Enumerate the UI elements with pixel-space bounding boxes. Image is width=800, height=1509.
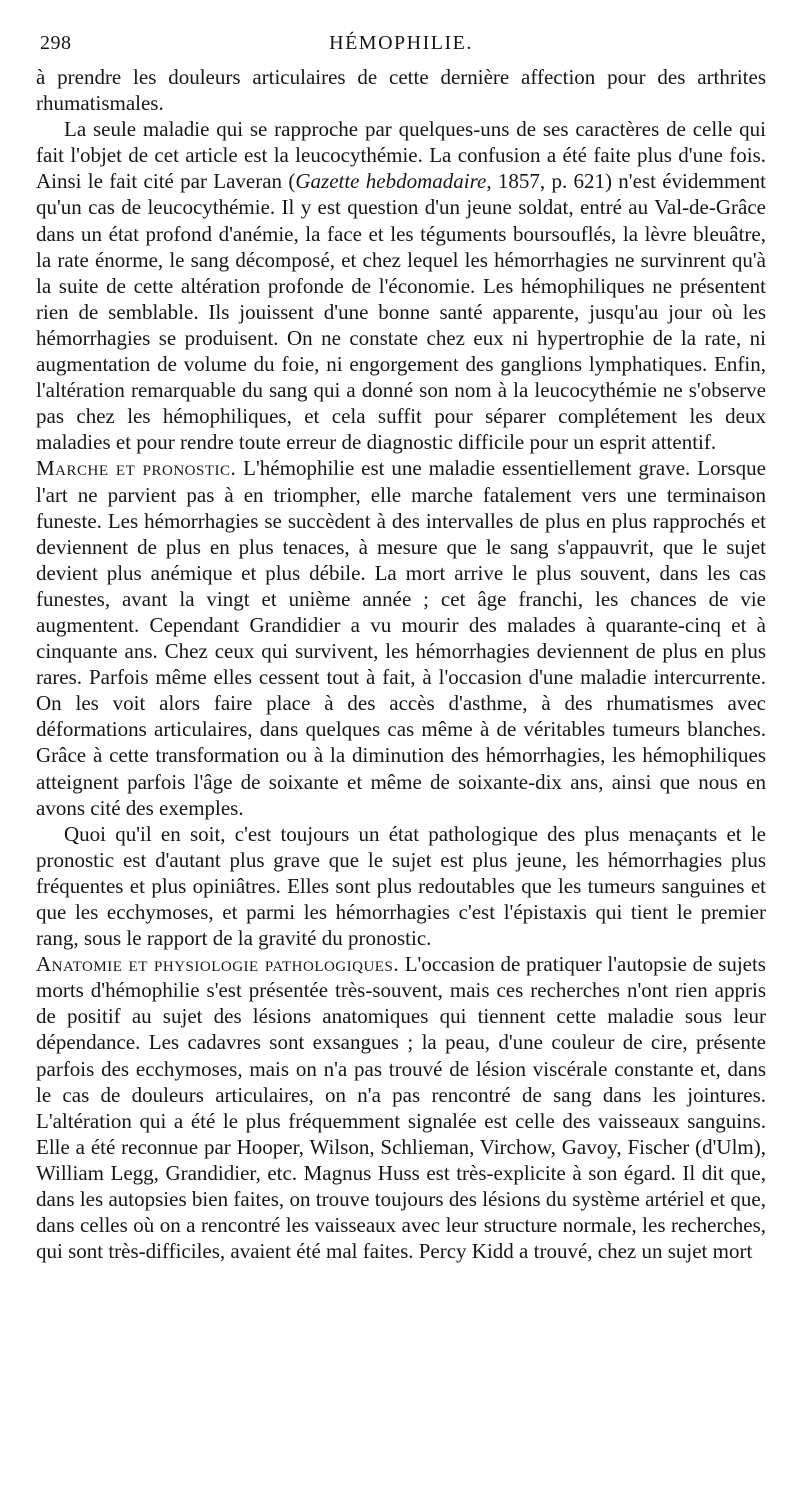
book-page	[36, 28, 766, 1264]
section-heading: Marche et pronostic.	[36, 456, 237, 481]
running-head	[36, 28, 766, 64]
paragraph-leucocythemie	[36, 116, 766, 455]
paragraph-marche-pronostic	[36, 455, 766, 820]
paragraph-text: L'hémophilie est une maladie essentiellement grave. Lorsque l'art ne parvient pas à en triompher, elle marche fatalement vers une terminaison funeste. Les hémorrhagies se succèdent à des intervalles de plus en plus rapprochés et deviennent de plus en plus tenaces, à mesure que le sang s'appauvrit, que le sujet devient plus anémique et plus débile. La mort arrive le plus souvent, dans les cas funestes, avant la vingt et unième année ; cet âge franchi, les chances de vie augmentent. Cependant Grandidier a vu mourir des malades à quarante-cinq et à cinquante ans. Chez ceux qui survivent, les hémorrhagies deviennent de plus en plus rares. Parfois même elles cessent tout à fait, à l'occasion d'une maladie intercurrente. On les voit alors faire place à des accès d'asthme, à des rhumatismes avec déformations articulaires, dans quelques cas même à de véritables tumeurs blanches. Grâce à cette transformation ou à la diminution des hémorrhagies, les hémophiliques atteignent parfois l'âge de soixante et même de soixante-dix ans, ainsi que nous en avons cité des exemples.	[36, 456, 767, 820]
paragraph-text: , 1857, p. 621) n'est évidemment qu'un cas de leucocythémie. Il y est question d'un jeune soldat, entré au Val-de-Grâce dans un état profond d'anémie, la face et les téguments boursouflés, la lèvre bleuâtre, la rate énorme, le sang décomposé, et chez lequel les hémorrhagies ne survinrent qu'à la suite de cette altération profonde de l'économie. Les hémophiliques ne présentent rien de semblable. Ils jouissent d'une bonne santé apparente, jusqu'au jour où les hémorrhagies se produisent. On ne constate chez eux ni hypertrophie de la rate, ni augmentation de volume du foie, ni engorgement des ganglions lymphatiques. Enfin, l'altération remarquable du sang qui a donné son nom à la leucocythémie ne s'observe pas chez les hémophiliques, et cela suffit pour séparer complétement les deux maladies et pour rendre toute erreur de diagnostic difficile pour un esprit attentif.	[36, 169, 767, 455]
body-text	[36, 64, 766, 1264]
journal-title: Gazette hebdomadaire	[295, 169, 487, 194]
running-title: HÉMOPHILIE.	[329, 32, 473, 54]
paragraph-text: L'occasion de pratiquer l'autopsie de sujets morts d'hémophilie s'est présentée très-souvent, mais ces recherches n'ont rien appris de positif au sujet des lésions anatomiques qui tiennent cette maladie sous leur dépendance. Les cadavres sont exsangues ; la peau, d'une couleur de cire, présente parfois des ecchymoses, mais on n'a pas trouvé de lésion viscérale constante et, dans le cas de douleurs articulaires, on n'a pas rencontré de sang dans les jointures. L'altération qui a été le plus fréquemment signalée est celle des vaisseaux sanguins. Elle a été reconnue par Hooper, Wilson, Schlieman, Virchow, Gavoy, Fischer (d'Ulm), William Legg, Grandidier, etc. Magnus Huss est très-explicite à son égard. Il dit que, dans les autopsies bien faites, on trouve toujours des lésions du système artériel et que, dans celles où on a rencontré les vaisseaux avec leur structure normale, les recherches, qui sont très-difficiles, avaient été mal faites. Percy Kidd a trouvé, chez un sujet mort	[36, 952, 766, 1264]
page-number: 298	[40, 32, 72, 54]
paragraph-text: La seule maladie qui se rapproche par quelques-uns de ses caractères de celle qui fait l'objet de cet article est la leucocythémie. La confusion a été faite plus d'une fois. Ainsi le fait cité par Laveran (	[36, 117, 766, 194]
paragraph-pronostic-gravite	[36, 821, 766, 951]
paragraph-text: à prendre les douleurs articulaires de cette dernière affection pour des arthrites rhumatismales.	[36, 65, 766, 116]
paragraph-anatomie	[36, 951, 766, 1264]
paragraph-continuation	[36, 64, 766, 116]
section-heading: Anatomie et physiologie pathologiques.	[36, 952, 400, 977]
paragraph-text: Quoi qu'il en soit, c'est toujours un état pathologique des plus menaçants et le pronostic est d'autant plus grave que le sujet est plus jeune, les hémorrhagies plus fréquentes et plus opiniâtres. Elles sont plus redoutables que les tumeurs sanguines et que les ecchymoses, et parmi les hémorrhagies c'est l'épistaxis qui tient le premier rang, sous le rapport de la gravité du pronostic.	[36, 821, 766, 951]
